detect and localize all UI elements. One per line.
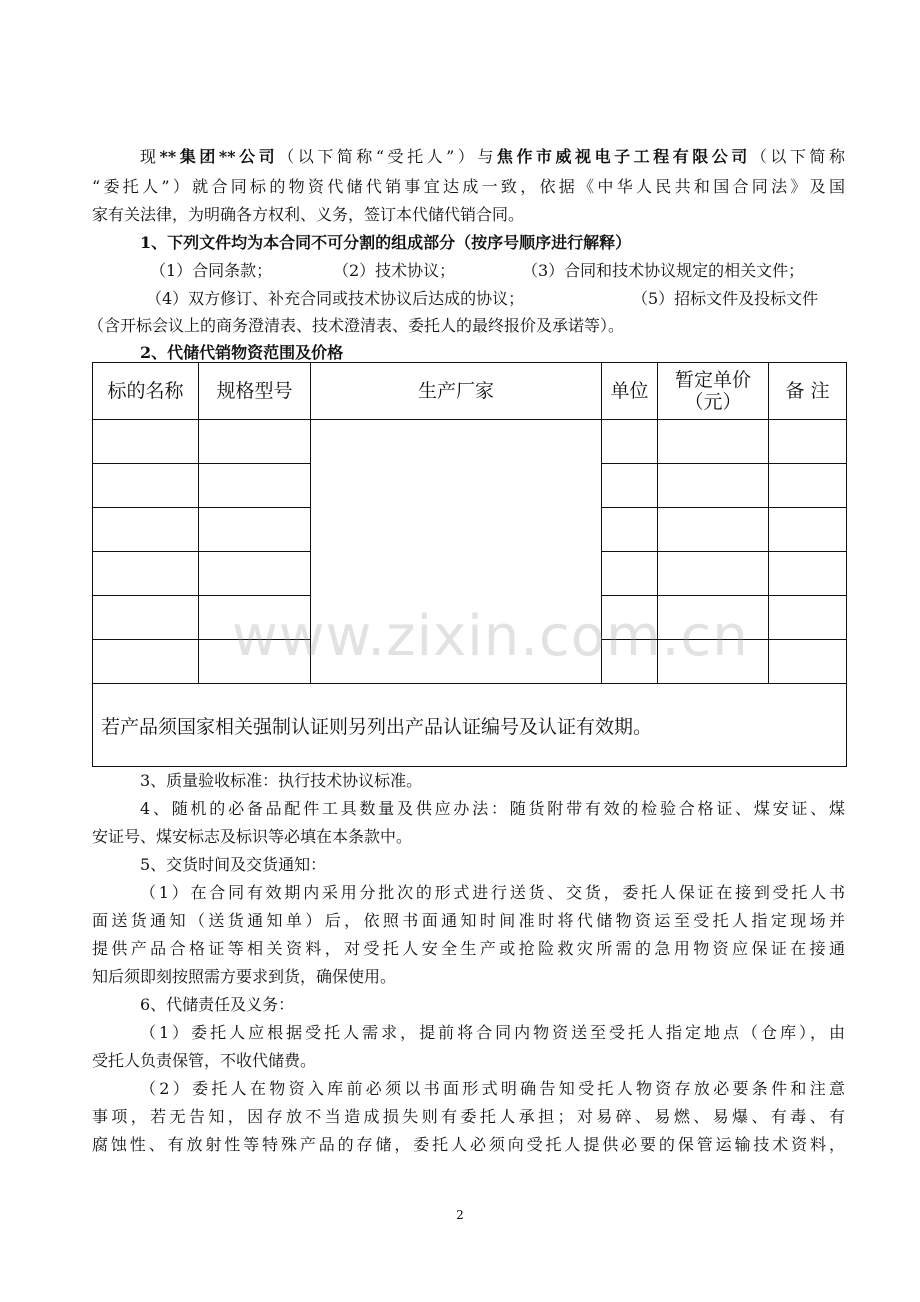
section-5-heading: 5、交货时间及交货通知： (140, 855, 327, 874)
site-watermark: www.zixin.com.cn (232, 604, 749, 669)
section-6-p2-line-3: 腐蚀性、有放射性等特殊产品的存储，委托人必须向受托人提供必要的保管运输技术资料， (92, 1135, 845, 1154)
table-cell (769, 508, 847, 552)
table-cell (602, 552, 658, 596)
table-cell (93, 552, 199, 596)
table-cell (199, 552, 311, 596)
doc-item-1: （1）合同条款； (150, 261, 273, 280)
table-cell (658, 420, 769, 464)
table-cell (658, 552, 769, 596)
table-cell (769, 596, 847, 640)
doc-item-5-cont: （含开标会议上的商务澄清表、技术澄清表、委托人的最终报价及承诺等）。 (88, 316, 625, 335)
table-cell (93, 420, 199, 464)
table-cell (199, 508, 311, 552)
table-row (93, 420, 847, 464)
doc-item-3: （3）合同和技术协议规定的相关文件； (522, 261, 805, 280)
section-1-heading: 1、下列文件均为本合同不可分割的组成部分（按序号顺序进行解释） (140, 233, 632, 252)
table-cell (769, 464, 847, 508)
doc-item-4: （4）双方修订、补充合同或技术协议后达成的协议； (146, 289, 525, 308)
doc-item-2: （2）技术协议； (333, 261, 456, 280)
certification-note: 若产品须国家相关强制认证则另列出产品认证编号及认证有效期。 (93, 684, 847, 767)
table-header-row (93, 363, 847, 420)
intro-line-1: 现**集团**公司（以下简称“受托人”）与焦作市威视电子工程有限公司（以下简称 (140, 147, 845, 166)
table-cell (93, 640, 199, 684)
table-cell (602, 464, 658, 508)
section-3: 3、质量验收标准：执行技术协议标准。 (140, 771, 423, 790)
section-6-heading: 6、代储责任及义务： (140, 995, 295, 1014)
col-header-price: 暂定单价 （元） (658, 363, 769, 420)
table-cell (602, 508, 658, 552)
table-cell (658, 464, 769, 508)
table-cell (93, 596, 199, 640)
table-cell (769, 552, 847, 596)
section-6-p1-line-2: 受托人负责保管，不收代储费。 (92, 1051, 317, 1070)
table-cell (93, 464, 199, 508)
section-5-p1-line-1: （1）在合同有效期内采用分批次的形式进行送货、交货，委托人保证在接到受托人书 (140, 883, 845, 902)
section-6-p1-line-1: （1）委托人应根据受托人需求，提前将合同内物资送至受托人指定地点（仓库），由 (140, 1023, 845, 1042)
goods-table (92, 362, 847, 767)
trustee-name: **集团**公司 (159, 147, 279, 166)
section-4-line-2: 安证号、煤安标志及标识等必填在本条款中。 (92, 827, 413, 846)
section-5-p1-line-3: 提供产品合格证等相关资料，对受托人安全生产或抢险救灾所需的急用物资应保证在接通 (92, 939, 845, 958)
section-5-p1-line-2: 面送货通知（送货通知单）后，依照书面通知时间准时将代储物资运至受托人指定现场并 (92, 911, 845, 930)
doc-item-5: （5）招标文件及投标文件 (632, 289, 819, 308)
table-cell (658, 508, 769, 552)
intro-line-3: 家有关法律，为明确各方权利、义务，签订本代储代销合同。 (92, 205, 525, 224)
table-cell (199, 464, 311, 508)
col-header-spec: 规格型号 (199, 363, 311, 420)
section-5-p1-line-4: 知后须即刻按照需方要求到货，确保使用。 (92, 967, 397, 986)
section-6-p2-line-2: 事项，若无告知，因存放不当造成损失则有委托人承担；对易碎、易燃、易爆、有毒、有 (92, 1107, 845, 1126)
table-cell (93, 508, 199, 552)
page-number: 2 (456, 1208, 464, 1222)
table-cell (769, 640, 847, 684)
section-4-line-1: 4、随机的必备品配件工具数量及供应办法：随货附带有效的检验合格证、煤安证、煤 (140, 799, 845, 818)
intro-line-2: “委托人”）就合同标的物资代储代销事宜达成一致，依据《中华人民共和国合同法》及国 (92, 177, 845, 196)
table-cell (769, 420, 847, 464)
table-note-row (93, 684, 847, 767)
section-2-heading: 2、代储代销物资范围及价格 (140, 343, 344, 362)
col-header-manufacturer: 生产厂家 (311, 363, 602, 420)
table-cell (199, 420, 311, 464)
consignor-name: 焦作市威视电子工程有限公司 (496, 147, 751, 166)
col-header-remarks: 备 注 (769, 363, 847, 420)
section-6-p2-line-1: （2）委托人在物资入库前必须以书面形式明确告知受托人物资存放必要条件和注意 (140, 1079, 845, 1098)
col-header-unit: 单位 (602, 363, 658, 420)
table-cell (602, 420, 658, 464)
col-header-name: 标的名称 (93, 363, 199, 420)
